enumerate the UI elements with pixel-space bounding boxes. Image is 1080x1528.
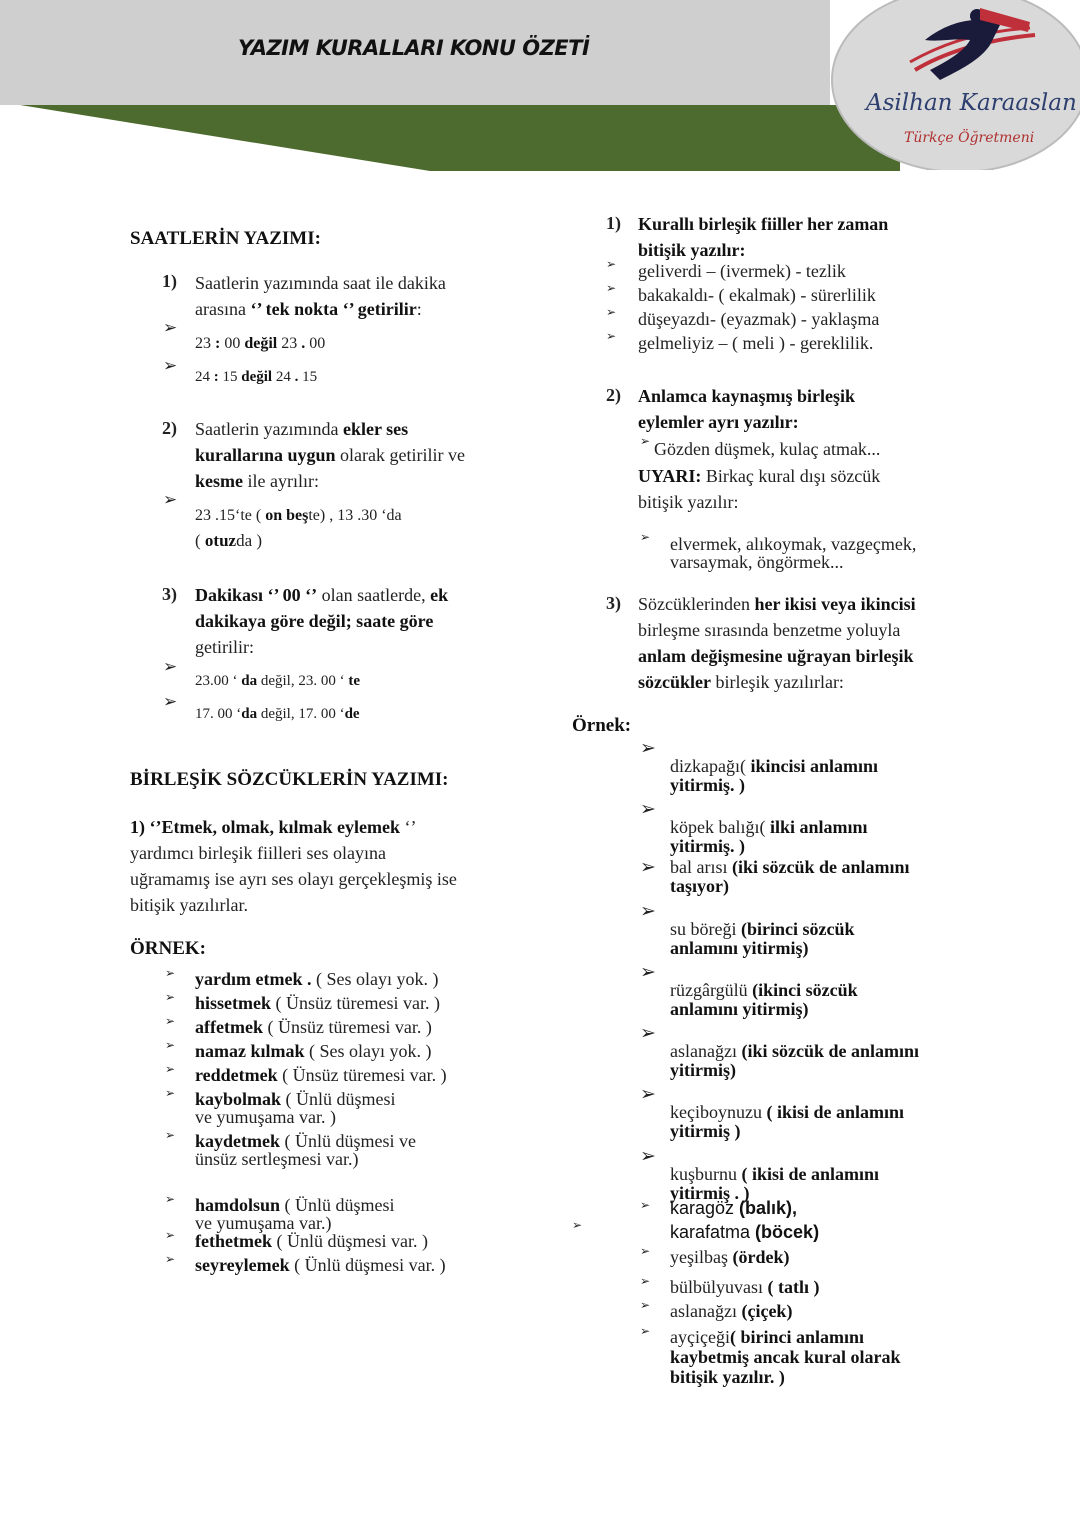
rule-text: bitişik yazılır:	[638, 240, 746, 260]
arrow-bullet-icon: ➢	[165, 1128, 176, 1142]
arrow-bullet-icon: ➢	[165, 1038, 176, 1052]
rule-number: 3)	[606, 593, 621, 613]
example-line: bakakaldı- ( ekalmak) - sürerlilik	[638, 285, 876, 305]
example-line: Gözden düşmek, kulaç atmak...	[654, 439, 881, 459]
example-line-cont: yitirmiş)	[670, 1060, 736, 1080]
rule-text: dakikaya göre değil; saate göre	[195, 611, 434, 631]
rule-text: getirilir:	[195, 637, 254, 657]
logo-subtitle: Türkçe Öğretmeni	[904, 130, 1035, 146]
rule-number: 2)	[162, 418, 177, 438]
example-item: hissetmek ( Ünsüz türemesi var. )	[195, 993, 440, 1013]
ornek-label: Örnek:	[572, 715, 632, 736]
arrow-bullet-icon: ➢	[163, 657, 178, 677]
example-item: hamdolsun ( Ünlü düşmesi	[195, 1195, 395, 1215]
arrow-bullet-icon: ➢	[165, 1252, 176, 1266]
example-line: kuşburnu ( ikisi de anlamını	[670, 1164, 880, 1184]
example-line-cont: yitirmiş. )	[670, 775, 745, 795]
birlesik-heading: BİRLEŞİK SÖZCÜKLERİN YAZIMI:	[130, 769, 449, 790]
rule-text: kurallarına uygun olarak getirilir ve	[195, 445, 465, 465]
arrow-bullet-icon: ➢	[640, 1198, 651, 1212]
rule-number: 1)	[162, 271, 177, 291]
example-line: ( otuzda )	[195, 531, 263, 550]
arrow-bullet-icon: ➢	[572, 1218, 583, 1232]
example-line: düşeyazdı- (eyazmak) - yaklaşma	[638, 309, 880, 329]
rule-text: Kurallı birleşik fiiller her zaman	[638, 214, 889, 234]
arrow-bullet-icon: ➢	[163, 692, 178, 712]
example-item: namaz kılmak ( Ses olayı yok. )	[195, 1041, 432, 1061]
arrow-bullet-icon: ➢	[640, 1274, 651, 1288]
arrow-bullet-icon: ➢	[165, 1086, 176, 1100]
example-line: elvermek, alıkoymak, vazgeçmek,	[670, 534, 917, 554]
arrow-bullet-icon: ➢	[606, 281, 617, 295]
example-line: bal arısı (iki sözcük de anlamını	[670, 857, 910, 877]
arrow-bullet-icon: ➢	[640, 961, 656, 983]
arrow-bullet-icon: ➢	[606, 257, 617, 271]
arrow-bullet-icon: ➢	[640, 1324, 651, 1338]
rule-text: Anlamca kaynaşmış birleşik	[638, 386, 856, 406]
arrow-bullet-icon: ➢	[163, 490, 178, 510]
arrow-bullet-icon: ➢	[165, 966, 176, 980]
rule-text: kesme ile ayrılır:	[195, 471, 319, 491]
rule-text: Dakikası ‘’ 00 ‘’ olan saatlerde, ek	[195, 585, 449, 605]
arrow-bullet-icon: ➢	[165, 990, 176, 1004]
example-item: affetmek ( Ünsüz türemesi var. )	[195, 1017, 432, 1037]
example-line-cont: yitirmiş )	[670, 1121, 741, 1141]
arrow-bullet-icon: ➢	[640, 1083, 656, 1105]
example-line: aslanağzı (çiçek)	[670, 1301, 793, 1321]
arrow-bullet-icon: ➢	[640, 1145, 656, 1167]
arrow-bullet-icon: ➢	[163, 318, 178, 338]
rule-number: 2)	[606, 385, 621, 405]
arrow-bullet-icon: ➢	[165, 1062, 176, 1076]
rule-text: arasına ‘’ tek nokta ‘’ getirilir:	[195, 299, 422, 319]
rule-text: Sözcüklerinden her ikisi veya ikincisi	[638, 594, 916, 614]
header-green-stripe	[0, 105, 900, 171]
warning-line: bitişik yazılır:	[638, 492, 739, 512]
example-line: köpek balığı( ilki anlamını	[670, 817, 868, 837]
rule-number: 3)	[162, 584, 177, 604]
arrow-bullet-icon: ➢	[165, 1228, 176, 1242]
arrow-bullet-icon: ➢	[165, 1192, 176, 1206]
example-line: karagöz (balık),	[670, 1198, 798, 1218]
example-line: kaybetmiş ancak kural olarak	[670, 1347, 901, 1367]
paragraph-line: bitişik yazılırlar.	[130, 895, 248, 915]
paragraph-line: uğramamış ise ayrı ses olayı gerçekleşmiş ise	[130, 869, 457, 889]
example-line: ayçiçeği( birinci anlamını	[670, 1327, 864, 1347]
arrow-bullet-icon: ➢	[640, 530, 651, 544]
example-line: keçiboynuzu ( ikisi de anlamını	[670, 1102, 904, 1122]
logo-name: Asilhan Karaaslan	[866, 90, 1077, 116]
example-line: yeşilbaş (ördek)	[670, 1247, 790, 1267]
rule-text: sözcükler birleşik yazılırlar:	[638, 672, 844, 692]
example-line-cont: anlamını yitirmiş)	[670, 938, 809, 958]
rule-number: 1)	[606, 213, 621, 233]
example-item: seyreylemek ( Ünlü düşmesi var. )	[195, 1255, 446, 1275]
page-title: YAZIM KURALLARI KONU ÖZETİ	[238, 36, 590, 60]
arrow-bullet-icon: ➢	[640, 798, 656, 820]
example-line: geliverdi – (ivermek) - tezlik	[638, 261, 846, 281]
arrow-bullet-icon: ➢	[640, 856, 656, 878]
example-line-cont: yitirmiş. )	[670, 836, 745, 856]
example-item-cont: ve yumuşama var.)	[195, 1213, 332, 1233]
rule-text: anlam değişmesine uğrayan birleşik	[638, 646, 914, 666]
warning-line: UYARI: Birkaç kural dışı sözcük	[638, 466, 881, 486]
arrow-bullet-icon: ➢	[640, 1022, 656, 1044]
example-line: su böreği (birinci sözcük	[670, 919, 855, 939]
example-line: 17. 00 ‘da değil, 17. 00 ‘de	[195, 706, 360, 722]
example-item: fethetmek ( Ünlü düşmesi var. )	[195, 1231, 428, 1251]
example-item: kaydetmek ( Ünlü düşmesi ve	[195, 1131, 416, 1151]
example-line: 23 .15‘te ( on beşte) , 13 .30 ‘da	[195, 507, 402, 524]
example-line-cont: taşıyor)	[670, 876, 729, 896]
saatler-heading: SAATLERİN YAZIMI:	[130, 228, 321, 249]
example-item: kaybolmak ( Ünlü düşmesi	[195, 1089, 396, 1109]
arrow-bullet-icon: ➢	[640, 900, 656, 922]
example-item: yardım etmek . ( Ses olayı yok. )	[195, 969, 439, 989]
example-line: aslanağzı (iki sözcük de anlamını	[670, 1041, 919, 1061]
example-line: 24 : 15 değil 24 . 15	[195, 369, 318, 385]
arrow-bullet-icon: ➢	[640, 1298, 651, 1312]
arrow-bullet-icon: ➢	[640, 434, 651, 448]
example-item-cont: ve yumuşama var. )	[195, 1107, 336, 1127]
example-line: karafatma (böcek)	[670, 1222, 820, 1242]
arrow-bullet-icon: ➢	[606, 305, 617, 319]
ornek-label: ÖRNEK:	[130, 938, 206, 959]
arrow-bullet-icon: ➢	[640, 737, 656, 759]
example-line: bülbülyuvası ( tatlı )	[670, 1277, 820, 1297]
example-line-cont: anlamını yitirmiş)	[670, 999, 809, 1019]
paragraph-line: 1) ‘’Etmek, olmak, kılmak eylemek ‘’	[130, 817, 417, 837]
rule-text: Saatlerin yazımında saat ile dakika	[195, 273, 446, 293]
example-line-cont: yitirmiş . )	[670, 1183, 750, 1203]
example-line: gelmeliyiz – ( meli ) - gereklilik.	[638, 333, 874, 353]
rule-text: birleşme sırasında benzetme yoluyla	[638, 620, 901, 640]
arrow-bullet-icon: ➢	[606, 329, 617, 343]
example-line: rüzgârgülü (ikinci sözcük	[670, 980, 858, 1000]
arrow-bullet-icon: ➢	[640, 1244, 651, 1258]
arrow-bullet-icon: ➢	[163, 356, 178, 376]
example-line: varsaymak, öngörmek...	[670, 552, 844, 572]
example-line: bitişik yazılır. )	[670, 1367, 785, 1387]
arrow-bullet-icon: ➢	[165, 1014, 176, 1028]
rule-text: eylemler ayrı yazılır:	[638, 412, 799, 432]
rule-text: Saatlerin yazımında ekler ses	[195, 419, 409, 439]
example-line: 23 : 00 değil 23 . 00	[195, 335, 326, 352]
example-item-cont: ünsüz sertleşmesi var.)	[195, 1149, 359, 1169]
example-line: 23.00 ‘ da değil, 23. 00 ‘ te	[195, 673, 360, 689]
example-item: reddetmek ( Ünsüz türemesi var. )	[195, 1065, 447, 1085]
example-line: dizkapağı( ikincisi anlamını	[670, 756, 879, 776]
paragraph-line: yardımcı birleşik fiilleri ses olayına	[130, 843, 386, 863]
